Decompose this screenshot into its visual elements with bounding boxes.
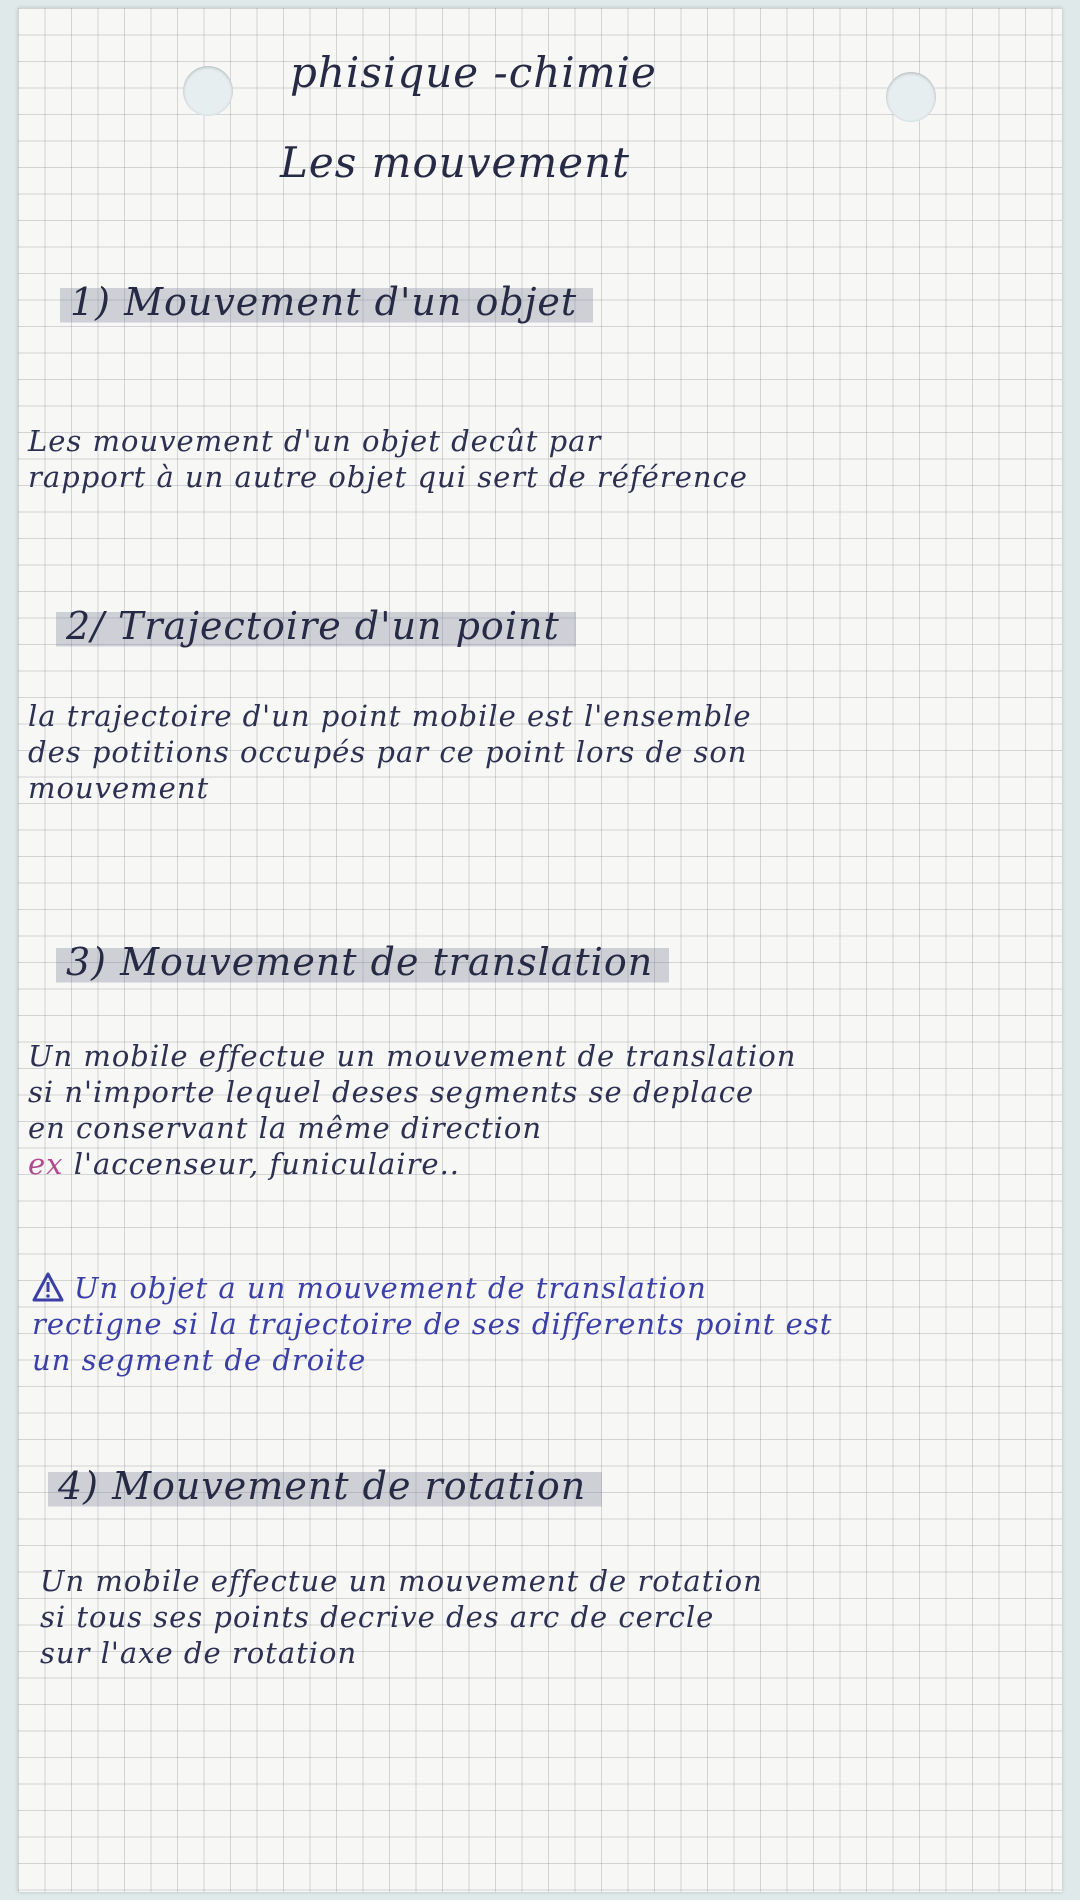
section-4-line-1: Un mobile effectue un mouvement de rotation <box>40 1564 763 1598</box>
page-title: Les mouvement <box>280 138 631 187</box>
warning-line-3: un segment de droite <box>32 1343 367 1377</box>
punch-hole-right <box>886 72 936 122</box>
example-text: l'accenseur, funiculaire.. <box>73 1147 461 1181</box>
section-1-heading: 1) Mouvement d'un objet <box>60 276 593 330</box>
warning-line-2: rectigne si la trajectoire de ses differents point est <box>32 1307 833 1341</box>
section-4-body <box>40 1563 763 1671</box>
punch-hole-left <box>183 66 233 116</box>
section-1-line-2: rapport à un autre objet qui sert de référence <box>28 460 748 494</box>
section-3-example <box>28 1146 796 1182</box>
section-2-line-1: la trajectoire d'un point mobile est l'ensemble <box>28 699 752 733</box>
section-4-line-3: sur l'axe de rotation <box>40 1636 358 1670</box>
section-2-heading: 2/ Trajectoire d'un point <box>56 600 576 654</box>
section-2-line-3: mouvement <box>28 771 210 805</box>
section-2-body <box>28 698 752 806</box>
section-3-body <box>28 1038 796 1182</box>
section-4-line-2: si tous ses points decrive des arc de cercle <box>40 1600 715 1634</box>
section-3-heading: 3) Mouvement de translation <box>56 936 669 990</box>
section-3-warning <box>32 1270 832 1378</box>
section-1-line-1: Les mouvement d'un objet decût par <box>28 424 602 458</box>
page-subject: phisique -chimie <box>290 48 657 97</box>
warning-line-1: Un objet a un mouvement de translation <box>32 1270 832 1306</box>
section-1-body <box>28 423 748 495</box>
warning-triangle-icon <box>32 1272 64 1302</box>
example-label: ex <box>28 1147 64 1181</box>
section-2-line-2: des potitions occupés par ce point lors de son <box>28 735 748 769</box>
section-3-line-1: Un mobile effectue un mouvement de translation <box>28 1039 797 1073</box>
notebook-sheet <box>18 8 1062 1892</box>
section-4-heading: 4) Mouvement de rotation <box>48 1460 602 1514</box>
section-3-line-3: en conservant la même direction <box>28 1111 543 1145</box>
section-3-line-2: si n'importe lequel deses segments se deplace <box>28 1075 755 1109</box>
